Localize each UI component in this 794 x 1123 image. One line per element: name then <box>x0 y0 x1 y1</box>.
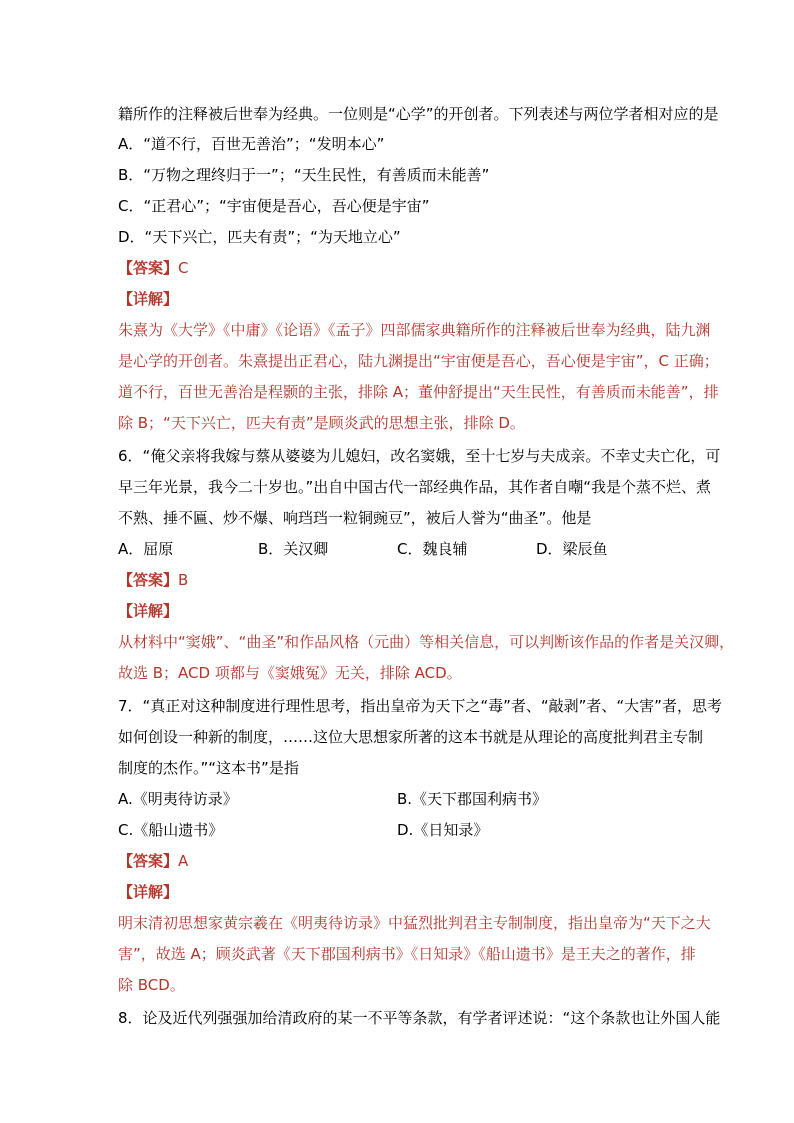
answer-value: C <box>178 259 189 277</box>
q6-option-c: C．魏良辅 <box>397 540 468 558</box>
q6-answer <box>118 570 188 590</box>
q6-stem-line: 不熟、捶不匾、炒不爆、响珰珰一粒铜豌豆”，被后人誉为“曲圣”。他是 <box>118 509 592 527</box>
q7-option-c: C.《船山遗书》 <box>118 821 224 839</box>
q5-option-d: D．“天下兴亡，匹夫有责”；“为天地立心” <box>118 228 401 246</box>
q6-option-a: A．屈原 <box>118 540 174 558</box>
q6-detail-label: 【详解】 <box>118 602 179 620</box>
answer-label: 【答案】 <box>118 259 179 277</box>
answer-value: B <box>178 571 189 589</box>
q5-option-c: C．“正君心”；“宇宙便是吾心，吾心便是宇宙” <box>118 197 430 215</box>
q8-stem-line: 8．论及近代列强强加给清政府的某一不平等条款，有学者评述说：“这个条款也让外国人能 <box>118 1009 721 1027</box>
q6-stem-line: 早三年光景，我今二十岁也。”出自中国古代一部经典作品，其作者自嘲“我是个蒸不烂、煮 <box>118 478 712 496</box>
q5-answer <box>118 258 189 278</box>
q7-stem-line: 7．“真正对这种制度进行理性思考，指出皇帝为天下之“毒”者、“敲剥”者、“大害”者，思考 <box>118 697 722 715</box>
q5-detail-line: 是心学的开创者。朱熹提出正君心，陆九渊提出“宇宙便是吾心，吾心便是宇宙”，C 正确； <box>118 352 719 370</box>
q6-stem-line: 6．“俺父亲将我嫁与蔡从婆婆为儿媳妇，改名窦娥，至十七岁与夫成亲。不幸丈夫亡化，可 <box>118 447 721 465</box>
q7-stem-line: 如何创设一种新的制度，……这位大思想家所著的这本书就是从理论的高度批判君主专制 <box>118 728 704 746</box>
answer-label: 【答案】 <box>118 852 179 870</box>
q7-detail-label: 【详解】 <box>118 883 179 901</box>
q6-detail-line: 从材料中“窦娥”、“曲圣”和作品风格（元曲）等相关信息，可以判断该作品的作者是关汉卿， <box>118 633 735 651</box>
q7-option-a: A.《明夷待访录》 <box>118 790 238 808</box>
q5-detail-line: 道不行，百世无善治是程颢的主张，排除 A；董仲舒提出“天生民性，有善质而未能善”，排 <box>118 383 719 401</box>
q6-option-b: B．关汉卿 <box>258 540 329 558</box>
q6-detail-line: 故选 B；ACD 项都与《窦娥冤》无关，排除 ACD。 <box>118 664 462 682</box>
q7-stem-line: 制度的杰作。”“这本书”是指 <box>118 759 299 777</box>
q7-detail-line: 害”，故选 A；顾炎武著《天下郡国利病书》《日知录》《船山遗书》是王夫之的著作，排 <box>118 945 696 963</box>
q7-option-b: B.《天下郡国利病书》 <box>397 790 548 808</box>
q7-detail-line: 除 BCD。 <box>118 976 185 994</box>
q5-detail-line: 除 B；“天下兴亡，匹夫有责”是顾炎武的思想主张，排除 D。 <box>118 414 525 432</box>
answer-label: 【答案】 <box>118 571 179 589</box>
q5-detail-line: 朱熹为《大学》《中庸》《论语》《孟子》四部儒家典籍所作的注释被后世奉为经典，陆九渊 <box>118 321 711 339</box>
q7-detail-line: 明末清初思想家黄宗羲在《明夷待访录》中猛烈批判君主专制制度，指出皇帝为“天下之大 <box>118 914 711 932</box>
q5-detail-label: 【详解】 <box>118 290 179 308</box>
q5-option-b: B．“万物之理终归于一”；“天生民性，有善质而未能善” <box>118 166 490 184</box>
q6-option-d: D．梁辰鱼 <box>536 540 608 558</box>
q5-stem-tail: 籍所作的注释被后世奉为经典。一位则是“心学”的开创者。下列表述与两位学者相对应的是 <box>118 105 719 123</box>
answer-value: A <box>178 852 189 870</box>
q7-answer <box>118 851 188 871</box>
q7-option-d: D.《日知录》 <box>397 821 489 839</box>
q5-option-a: A．“道不行，百世无善治”；“发明本心” <box>118 135 385 153</box>
